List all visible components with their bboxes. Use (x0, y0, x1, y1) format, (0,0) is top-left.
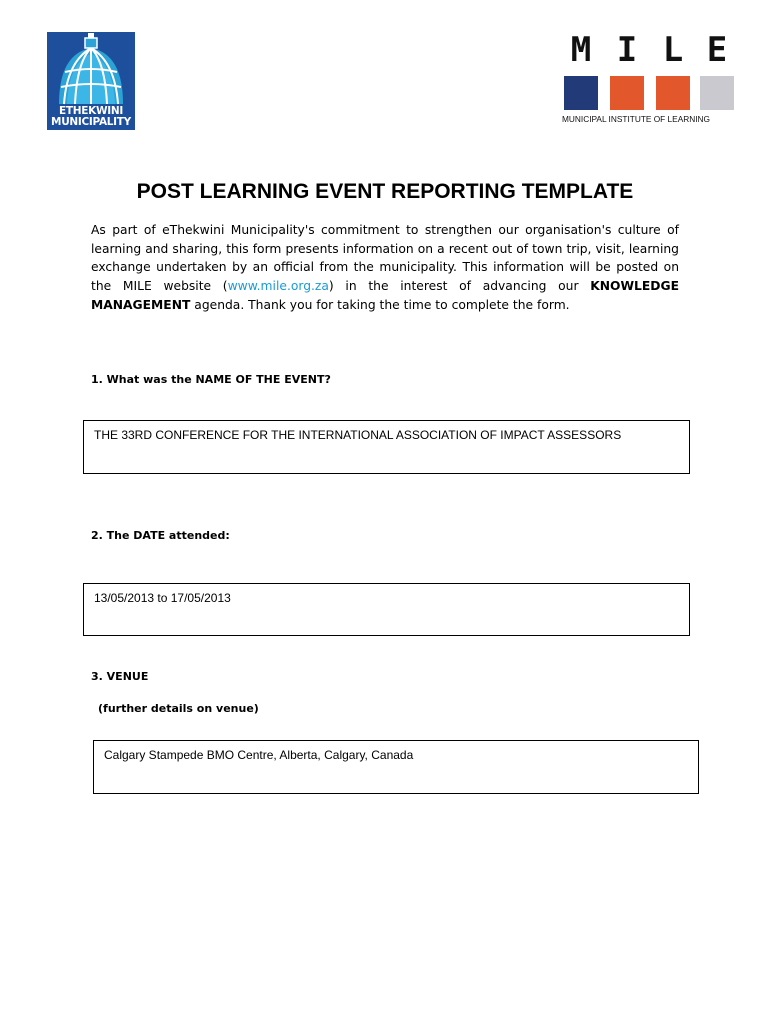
question-2-label: 2. The DATE attended: (91, 529, 230, 542)
question-1-label: 1. What was the NAME OF THE EVENT? (91, 373, 331, 386)
mile-website-link[interactable]: www.mile.org.za (227, 279, 329, 294)
intro-paragraph (91, 221, 679, 315)
intro-bold-text: KNOWLEDGE MANAGEMENT (91, 279, 679, 312)
question-1-answer: THE 33RD CONFERENCE FOR THE INTERNATIONAL ASSOCIATION OF IMPACT ASSESSORS (94, 428, 622, 442)
mile-square-3 (656, 76, 690, 110)
mile-square-1 (564, 76, 598, 110)
mile-letter-m: M (570, 30, 592, 70)
mile-square-4 (700, 76, 734, 110)
question-3-answer: Calgary Stampede BMO Centre, Alberta, Calgary, Canada (104, 748, 414, 762)
intro-text-2: ) in the interest of advancing our (328, 279, 591, 294)
question-3-answer-box[interactable] (93, 740, 699, 794)
mile-letter-i: I (616, 30, 638, 70)
intro-text-1: As part of eThekwini Municipality's commitment to strengthen our organisation's culture of learning and sharing, this form presents information on a recent out of town trip, visit, learning exchange undertaken by an official from the municipality. This information will be posted on the MILE website ( (91, 223, 679, 294)
ethekwini-logo (47, 32, 135, 130)
mile-letter-e: E (706, 30, 728, 70)
ethekwini-logo-line2: MUNICIPALITY (51, 116, 131, 128)
document-title: POST LEARNING EVENT REPORTING TEMPLATE (136, 180, 634, 203)
question-2-answer-box[interactable] (83, 583, 690, 636)
question-1-answer-box[interactable] (83, 420, 690, 474)
question-3-label: 3. VENUE (91, 670, 149, 683)
ethekwini-logo-line1: ETHEKWINI (59, 105, 123, 117)
mile-logo (560, 30, 735, 128)
question-3-sublabel: (further details on venue) (98, 702, 259, 715)
mile-caption: MUNICIPAL INSTITUTE OF LEARNING (562, 114, 710, 124)
question-2-answer: 13/05/2013 to 17/05/2013 (94, 591, 231, 605)
mile-square-2 (610, 76, 644, 110)
mile-letters (560, 30, 735, 70)
intro-text-3: agenda. Thank you for taking the time to complete the form. (190, 297, 570, 312)
mile-letter-l: L (662, 30, 684, 70)
